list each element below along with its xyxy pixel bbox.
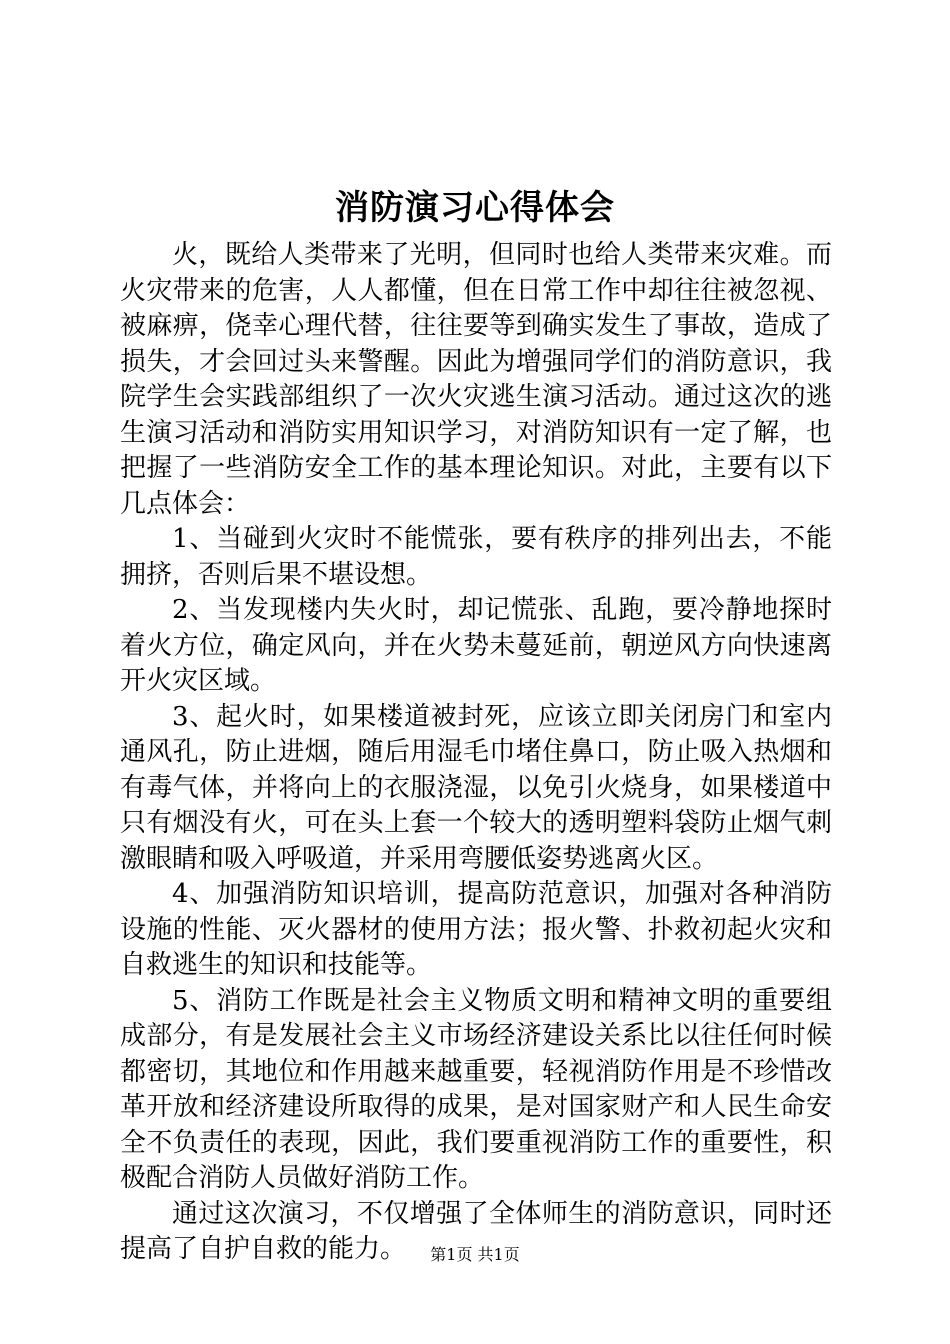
paragraph-point-3: 3、起火时，如果楼道被封死，应该立即关闭房门和室内通风孔，防止进烟，随后用湿毛巾堵住鼻口，防止吸入热烟和有毒气体，并将向上的衣服浇湿，以免引火烧身，如果楼道中只有烟没有火，可在头上套一个较大的透明塑料袋防止烟气刺激眼睛和吸入呼吸道，并采用弯腰低姿势逃离火区。 [120, 701, 832, 874]
paragraph-point-4: 4、加强消防知识培训，提高防范意识，加强对各种消防设施的性能、灭火器材的使用方法；报火警、扑救初起火灾和自救逃生的知识和技能等。 [120, 879, 832, 980]
paragraph-point-1: 1、当碰到火灾时不能慌张，要有秩序的排列出去，不能拥挤，否则后果不堪设想。 [120, 524, 832, 590]
paragraph-point-5: 5、消防工作既是社会主义物质文明和精神文明的重要组成部分，有是发展社会主义市场经济建设关系比以往任何时候都密切，其地位和作用越来越重要，轻视消防作用是不珍惜改革开放和经济建设所取得的成果，是对国家财产和人民生命安全不负责任的表现，因此，我们要重视消防工作的重要性，积极配合消防人员做好消防工作。 [120, 985, 832, 1193]
paragraph-intro: 火，既给人类带来了光明，但同时也给人类带来灾难。而火灾带来的危害，人人都懂，但在日常工作中却往往被忽视、被麻痹，侥幸心理代替，往往要等到确实发生了事故，造成了损失，才会回过头来警醒。因此为增强同学们的消防意识，我院学生会实践部组织了一次火灾逃生演习活动。通过这次的逃生演习活动和消防实用知识学习，对消防知识有一定了解，也把握了一些消防安全工作的基本理论知识。对此，主要有以下几点体会： [120, 240, 832, 519]
paragraph-point-2: 2、当发现楼内失火时，却记慌张、乱跑，要冷静地探时着火方位，确定风向，并在火势未蔓延前，朝逆风方向快速离开火灾区域。 [120, 595, 832, 696]
page-footer: 第1页 共1页 [430, 1245, 520, 1264]
document-body [120, 238, 832, 1268]
document-title: 消防演习心得体会 [335, 188, 615, 228]
paragraph-conclusion: 通过这次演习，不仅增强了全体师生的消防意识，同时还提高了自护自救的能力。 [120, 1198, 832, 1264]
